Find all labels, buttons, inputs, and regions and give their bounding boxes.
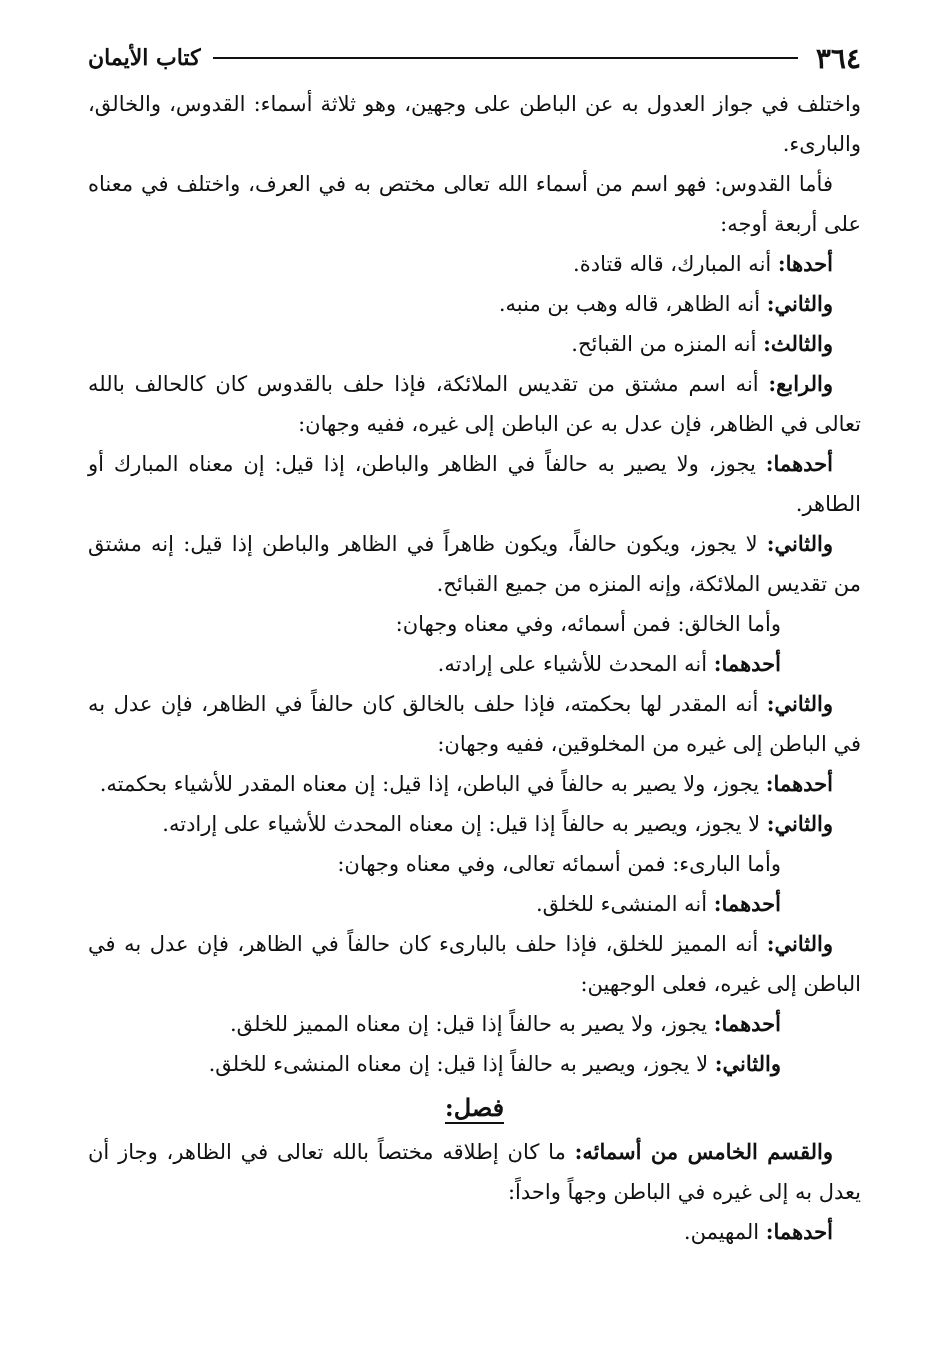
paragraph [88, 324, 861, 364]
paragraph-text: أنه المنزه من القبائح. [571, 332, 764, 356]
paragraph-lead: والثاني: [714, 1051, 781, 1076]
paragraph [88, 84, 861, 164]
paragraph-text: ما كان إطلاقه مختصاً بالله تعالى في الظاهر، وجاز أن يعدل به إلى غيره في الباطن وجهاً واحداً: [88, 1140, 861, 1204]
page-number: ٣٦٤ [815, 41, 861, 75]
paragraph-text: يجوز، ولا يصير به حالفاً إذا قيل: إن معناه المميز للخلق. [229, 1012, 714, 1036]
paragraph-text: يجوز، ولا يصير به حالفاً في الظاهر والباطن، إذا قيل: إن معناه المبارك أو الطاهر. [88, 452, 861, 516]
paragraph [88, 844, 861, 884]
paragraph-lead: والقسم الخامس من أسمائه: [574, 1139, 833, 1164]
paragraph-text: أنه المحدث للأشياء على إرادته. [437, 652, 714, 676]
paragraph-text: أنه المقدر لها بحكمته، فإذا حلف بالخالق كان حالفاً في الظاهر، فإن عدل به في الباطن إلى غيره من المخلوقين، ففيه وجهان: [88, 692, 861, 756]
paragraph-text: أنه المنشىء للخلق. [535, 892, 714, 916]
paragraph-lead: أحدهما: [713, 891, 781, 916]
paragraph [88, 1004, 861, 1044]
paragraph-lead: أحدهما: [765, 1219, 833, 1244]
paragraph [88, 524, 861, 604]
paragraph-text: المهيمن. [683, 1220, 766, 1244]
paragraph-lead: أحدهما: [765, 771, 833, 796]
paragraph [88, 1044, 861, 1084]
paragraph-text: أنه الظاهر، قاله وهب بن منبه. [498, 292, 767, 316]
paragraph [88, 644, 861, 684]
paragraph-lead: أحدها: [777, 251, 833, 276]
paragraph-text: فأما القدوس: فهو اسم من أسماء الله تعالى مختص به في العرف، واختلف في معناه على أربعة أوجه: [88, 172, 861, 236]
paragraph [88, 804, 861, 844]
paragraph [88, 1132, 861, 1212]
paragraph-text: وأما البارىء: فمن أسمائه تعالى، وفي معناه وجهان: [337, 852, 781, 876]
paragraph-lead: والثاني: [766, 691, 833, 716]
page-header [88, 36, 861, 80]
paragraph-lead: أحدهما: [713, 651, 781, 676]
paragraph-lead: والثاني: [766, 931, 833, 956]
book-title: كتاب الأيمان [88, 45, 201, 71]
paragraph-lead: والرابع: [768, 371, 833, 396]
paragraph [88, 284, 861, 324]
paragraph-lead: والثالث: [763, 331, 833, 356]
paragraph-text: أنه اسم مشتق من تقديس الملائكة، فإذا حلف بالقدوس كان كالحالف بالله تعالى في الظاهر، فإن عدل به عن الباطن إلى غيره، ففيه وجهان: [88, 372, 861, 436]
paragraph [88, 884, 861, 924]
paragraph-text: يجوز، ولا يصير به حالفاً في الباطن، إذا قيل: إن معناه المقدر للأشياء بحكمته. [99, 772, 766, 796]
page-body [88, 84, 861, 1252]
paragraph [88, 1212, 861, 1252]
paragraph-text: لا يجوز، ويصير به حالفاً إذا قيل: إن معناه المحدث للأشياء على إرادته. [162, 812, 767, 836]
paragraph-text: لا يجوز، ويصير به حالفاً إذا قيل: إن معناه المنشىء للخلق. [208, 1052, 715, 1076]
paragraph [88, 444, 861, 524]
section-heading [88, 1086, 861, 1130]
paragraph [88, 244, 861, 284]
paragraph [88, 164, 861, 244]
paragraph [88, 364, 861, 444]
paragraph-lead: والثاني: [766, 291, 833, 316]
paragraph-text: أنه المميز للخلق، فإذا حلف بالبارىء كان حالفاً في الظاهر، فإن عدل به في الباطن إلى غيره، فعلى الوجهين: [88, 932, 861, 996]
paragraph-lead: والثاني: [766, 531, 833, 556]
paragraph-lead: أحدهما: [713, 1011, 781, 1036]
paragraph-lead: أحدهما: [765, 451, 833, 476]
header-rule [213, 57, 798, 59]
paragraph [88, 684, 861, 764]
paragraph-text: لا يجوز، ويكون حالفاً، ويكون ظاهراً في الظاهر والباطن إذا قيل: إنه مشتق من تقديس الملائكة، وإنه المنزه من جميع القبائح. [88, 532, 861, 596]
paragraph-lead: والثاني: [766, 811, 833, 836]
paragraph [88, 924, 861, 1004]
paragraph-text: واختلف في جواز العدول به عن الباطن على وجهين، وهو ثلاثة أسماء: القدوس، والخالق، والبارىء. [88, 92, 861, 156]
paragraph [88, 764, 861, 804]
paragraph-text: وأما الخالق: فمن أسمائه، وفي معناه وجهان: [395, 612, 781, 636]
section-heading-text: فصل: [444, 1093, 505, 1122]
paragraph [88, 604, 861, 644]
paragraph-text: أنه المبارك، قاله قتادة. [573, 252, 778, 276]
